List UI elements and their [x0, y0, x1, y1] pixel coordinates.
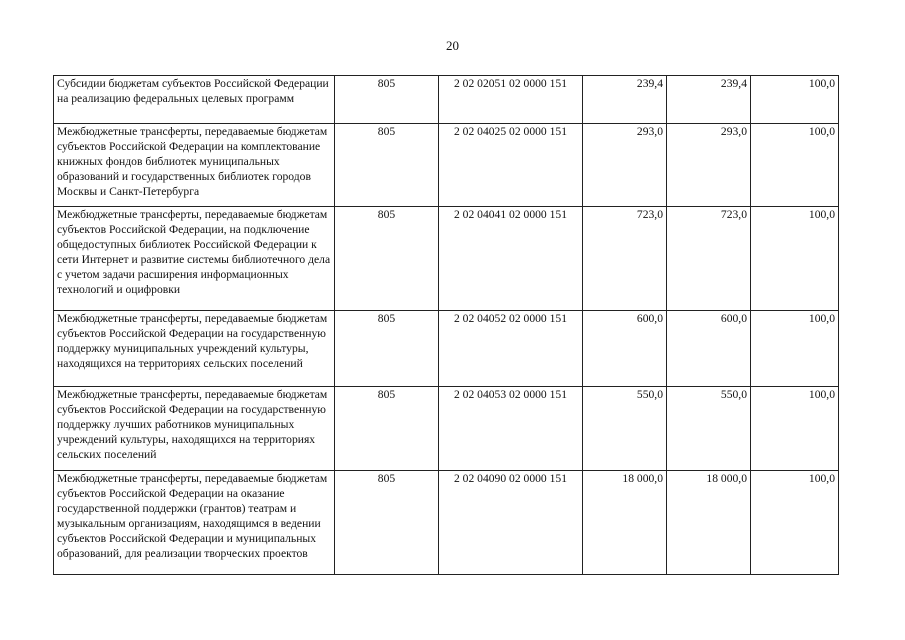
value-2-cell: 723,0 — [667, 207, 751, 311]
budget-table — [53, 75, 839, 575]
table-row — [54, 207, 839, 311]
table-row — [54, 471, 839, 575]
admin-code-cell: 805 — [335, 311, 439, 387]
budget-code-cell: 2 02 02051 02 0000 151 — [439, 76, 583, 124]
value-2-cell: 239,4 — [667, 76, 751, 124]
description-cell: Межбюджетные трансферты, передаваемые бюджетам субъектов Российской Федерации на оказание государственной поддержки (грантов) театрам и музыкальным организациям, находящимся в ведении субъектов Российской Федерации и муниципальных образований, для реализации творческих проектов — [54, 471, 335, 575]
admin-code-cell: 805 — [335, 76, 439, 124]
description-cell: Субсидии бюджетам субъектов Российской Федерации на реализацию федеральных целевых программ — [54, 76, 335, 124]
value-1-cell: 18 000,0 — [583, 471, 667, 575]
percent-cell: 100,0 — [751, 311, 839, 387]
table-row — [54, 124, 839, 207]
table-row — [54, 76, 839, 124]
description-cell: Межбюджетные трансферты, передаваемые бюджетам субъектов Российской Федерации, на подключение общедоступных библиотек Российской Федерации к сети Интернет и развитие системы библиотечного дела с учетом задачи расширения информационных технологий и оцифровки — [54, 207, 335, 311]
value-2-cell: 600,0 — [667, 311, 751, 387]
value-1-cell: 723,0 — [583, 207, 667, 311]
percent-cell: 100,0 — [751, 471, 839, 575]
percent-cell: 100,0 — [751, 387, 839, 471]
description-cell: Межбюджетные трансферты, передаваемые бюджетам субъектов Российской Федерации на комплектование книжных фондов библиотек муниципальных образований и государственных библиотек городов Москвы и Санкт-Петербурга — [54, 124, 335, 207]
budget-table-body — [54, 76, 839, 575]
budget-code-cell: 2 02 04041 02 0000 151 — [439, 207, 583, 311]
value-2-cell: 18 000,0 — [667, 471, 751, 575]
admin-code-cell: 805 — [335, 207, 439, 311]
description-cell: Межбюджетные трансферты, передаваемые бюджетам субъектов Российской Федерации на государственную поддержку лучших работников муниципальных учреждений культуры, находящихся на территориях сельских поселений — [54, 387, 335, 471]
value-1-cell: 600,0 — [583, 311, 667, 387]
budget-code-cell: 2 02 04025 02 0000 151 — [439, 124, 583, 207]
description-cell: Межбюджетные трансферты, передаваемые бюджетам субъектов Российской Федерации на государственную поддержку муниципальных учреждений культуры, находящихся на территориях сельских поселений — [54, 311, 335, 387]
value-1-cell: 239,4 — [583, 76, 667, 124]
budget-code-cell: 2 02 04052 02 0000 151 — [439, 311, 583, 387]
value-1-cell: 550,0 — [583, 387, 667, 471]
table-row — [54, 387, 839, 471]
percent-cell: 100,0 — [751, 76, 839, 124]
percent-cell: 100,0 — [751, 207, 839, 311]
percent-cell: 100,0 — [751, 124, 839, 207]
budget-code-cell: 2 02 04090 02 0000 151 — [439, 471, 583, 575]
value-1-cell: 293,0 — [583, 124, 667, 207]
value-2-cell: 550,0 — [667, 387, 751, 471]
admin-code-cell: 805 — [335, 471, 439, 575]
value-2-cell: 293,0 — [667, 124, 751, 207]
budget-code-cell: 2 02 04053 02 0000 151 — [439, 387, 583, 471]
admin-code-cell: 805 — [335, 387, 439, 471]
admin-code-cell: 805 — [335, 124, 439, 207]
page-number: 20 — [446, 38, 459, 53]
table-row — [54, 311, 839, 387]
